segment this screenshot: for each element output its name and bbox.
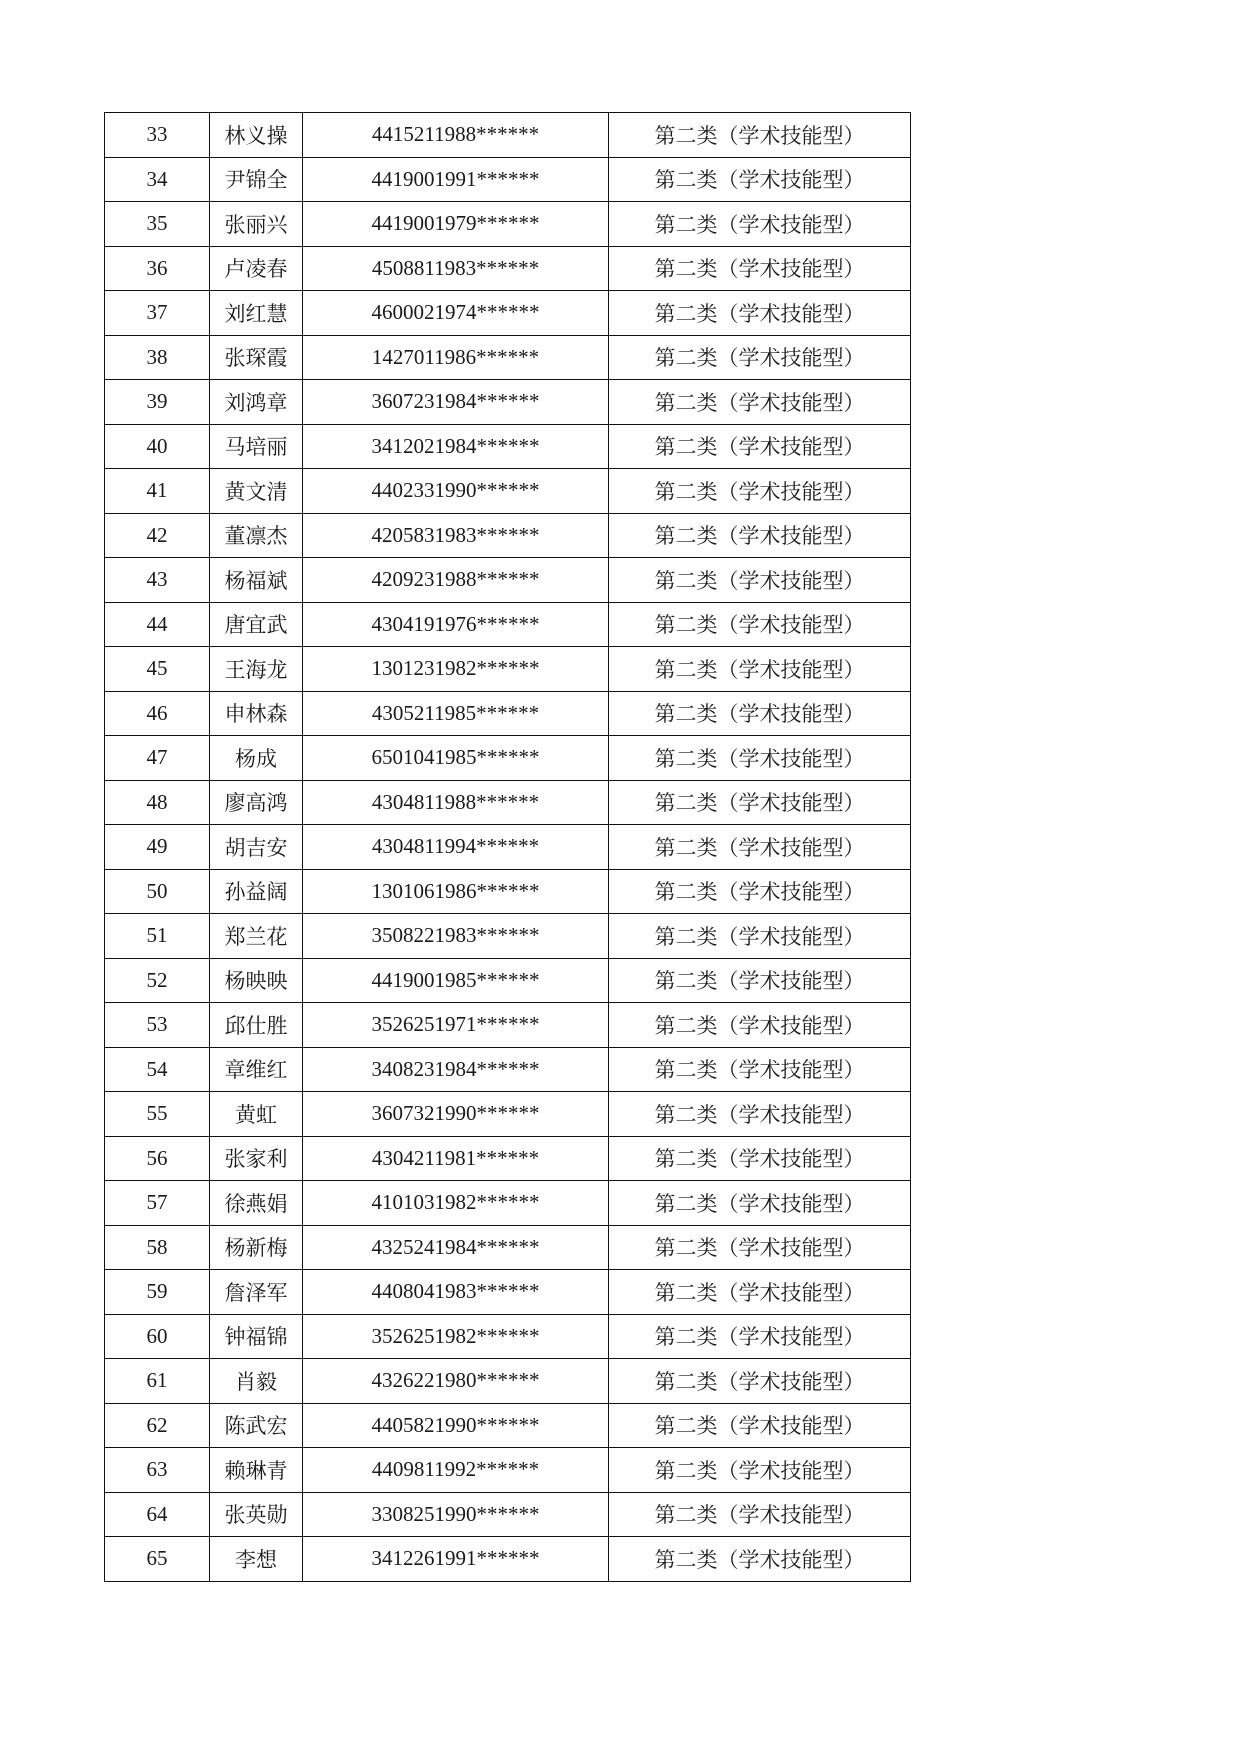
category-cell: 第二类（学术技能型） <box>609 1225 911 1270</box>
id-number-cell: 4408041983****** <box>303 1270 609 1315</box>
row-number-cell: 58 <box>105 1225 210 1270</box>
category-cell: 第二类（学术技能型） <box>609 1448 911 1493</box>
row-number-cell: 40 <box>105 424 210 469</box>
name-cell: 董凛杰 <box>210 513 303 558</box>
table-row <box>105 1092 911 1137</box>
name-cell: 李想 <box>210 1537 303 1582</box>
category-cell: 第二类（学术技能型） <box>609 1492 911 1537</box>
category-cell: 第二类（学术技能型） <box>609 691 911 736</box>
category-cell: 第二类（学术技能型） <box>609 113 911 158</box>
id-number-cell: 3308251990****** <box>303 1492 609 1537</box>
row-number-cell: 35 <box>105 202 210 247</box>
table-row <box>105 202 911 247</box>
name-cell: 孙益阔 <box>210 869 303 914</box>
name-cell: 马培丽 <box>210 424 303 469</box>
row-number-cell: 57 <box>105 1181 210 1226</box>
table-row <box>105 424 911 469</box>
category-cell: 第二类（学术技能型） <box>609 914 911 959</box>
name-cell: 肖毅 <box>210 1359 303 1404</box>
name-cell: 杨成 <box>210 736 303 781</box>
category-cell: 第二类（学术技能型） <box>609 1314 911 1359</box>
category-cell: 第二类（学术技能型） <box>609 958 911 1003</box>
id-number-cell: 4405821990****** <box>303 1403 609 1448</box>
category-cell: 第二类（学术技能型） <box>609 469 911 514</box>
id-number-cell: 4325241984****** <box>303 1225 609 1270</box>
category-cell: 第二类（学术技能型） <box>609 424 911 469</box>
roster-table-body <box>105 113 911 1582</box>
table-row <box>105 780 911 825</box>
row-number-cell: 65 <box>105 1537 210 1582</box>
id-number-cell: 4326221980****** <box>303 1359 609 1404</box>
name-cell: 杨福斌 <box>210 558 303 603</box>
table-row <box>105 469 911 514</box>
id-number-cell: 3412021984****** <box>303 424 609 469</box>
id-number-cell: 1427011986****** <box>303 335 609 380</box>
row-number-cell: 37 <box>105 291 210 336</box>
table-row <box>105 1448 911 1493</box>
table-row <box>105 1359 911 1404</box>
id-number-cell: 4600021974****** <box>303 291 609 336</box>
name-cell: 张琛霞 <box>210 335 303 380</box>
row-number-cell: 63 <box>105 1448 210 1493</box>
category-cell: 第二类（学术技能型） <box>609 157 911 202</box>
name-cell: 章维红 <box>210 1047 303 1092</box>
table-row <box>105 914 911 959</box>
row-number-cell: 54 <box>105 1047 210 1092</box>
table-row <box>105 1181 911 1226</box>
id-number-cell: 4419001985****** <box>303 958 609 1003</box>
name-cell: 钟福锦 <box>210 1314 303 1359</box>
table-row <box>105 647 911 692</box>
table-row <box>105 1047 911 1092</box>
category-cell: 第二类（学术技能型） <box>609 1092 911 1137</box>
row-number-cell: 46 <box>105 691 210 736</box>
category-cell: 第二类（学术技能型） <box>609 558 911 603</box>
table-row <box>105 736 911 781</box>
table-row <box>105 1537 911 1582</box>
table-row <box>105 291 911 336</box>
row-number-cell: 52 <box>105 958 210 1003</box>
id-number-cell: 4304191976****** <box>303 602 609 647</box>
name-cell: 刘红慧 <box>210 291 303 336</box>
category-cell: 第二类（学术技能型） <box>609 602 911 647</box>
row-number-cell: 56 <box>105 1136 210 1181</box>
name-cell: 黄文清 <box>210 469 303 514</box>
row-number-cell: 44 <box>105 602 210 647</box>
table-row <box>105 380 911 425</box>
id-number-cell: 4305211985****** <box>303 691 609 736</box>
table-row <box>105 1403 911 1448</box>
roster-table <box>104 112 911 1582</box>
table-row <box>105 602 911 647</box>
table-row <box>105 113 911 158</box>
id-number-cell: 1301061986****** <box>303 869 609 914</box>
table-row <box>105 825 911 870</box>
table-row <box>105 1270 911 1315</box>
id-number-cell: 4304811988****** <box>303 780 609 825</box>
category-cell: 第二类（学术技能型） <box>609 647 911 692</box>
row-number-cell: 43 <box>105 558 210 603</box>
row-number-cell: 48 <box>105 780 210 825</box>
row-number-cell: 47 <box>105 736 210 781</box>
table-row <box>105 157 911 202</box>
id-number-cell: 4101031982****** <box>303 1181 609 1226</box>
id-number-cell: 4415211988****** <box>303 113 609 158</box>
category-cell: 第二类（学术技能型） <box>609 335 911 380</box>
category-cell: 第二类（学术技能型） <box>609 246 911 291</box>
row-number-cell: 36 <box>105 246 210 291</box>
id-number-cell: 4402331990****** <box>303 469 609 514</box>
name-cell: 林义操 <box>210 113 303 158</box>
name-cell: 赖琳青 <box>210 1448 303 1493</box>
name-cell: 王海龙 <box>210 647 303 692</box>
name-cell: 唐宜武 <box>210 602 303 647</box>
category-cell: 第二类（学术技能型） <box>609 1537 911 1582</box>
category-cell: 第二类（学术技能型） <box>609 1136 911 1181</box>
row-number-cell: 60 <box>105 1314 210 1359</box>
row-number-cell: 33 <box>105 113 210 158</box>
id-number-cell: 4209231988****** <box>303 558 609 603</box>
row-number-cell: 55 <box>105 1092 210 1137</box>
category-cell: 第二类（学术技能型） <box>609 202 911 247</box>
row-number-cell: 38 <box>105 335 210 380</box>
row-number-cell: 64 <box>105 1492 210 1537</box>
category-cell: 第二类（学术技能型） <box>609 825 911 870</box>
id-number-cell: 4304211981****** <box>303 1136 609 1181</box>
row-number-cell: 49 <box>105 825 210 870</box>
table-row <box>105 958 911 1003</box>
name-cell: 廖高鸿 <box>210 780 303 825</box>
name-cell: 詹泽军 <box>210 1270 303 1315</box>
category-cell: 第二类（学术技能型） <box>609 380 911 425</box>
category-cell: 第二类（学术技能型） <box>609 1270 911 1315</box>
name-cell: 刘鸿章 <box>210 380 303 425</box>
category-cell: 第二类（学术技能型） <box>609 1359 911 1404</box>
name-cell: 陈武宏 <box>210 1403 303 1448</box>
id-number-cell: 3412261991****** <box>303 1537 609 1582</box>
id-number-cell: 4419001991****** <box>303 157 609 202</box>
name-cell: 郑兰花 <box>210 914 303 959</box>
table-row <box>105 1225 911 1270</box>
category-cell: 第二类（学术技能型） <box>609 1181 911 1226</box>
id-number-cell: 4508811983****** <box>303 246 609 291</box>
table-row <box>105 513 911 558</box>
name-cell: 卢凌春 <box>210 246 303 291</box>
row-number-cell: 53 <box>105 1003 210 1048</box>
table-row <box>105 335 911 380</box>
id-number-cell: 4304811994****** <box>303 825 609 870</box>
table-row <box>105 1314 911 1359</box>
row-number-cell: 61 <box>105 1359 210 1404</box>
row-number-cell: 41 <box>105 469 210 514</box>
id-number-cell: 3607231984****** <box>303 380 609 425</box>
category-cell: 第二类（学术技能型） <box>609 1003 911 1048</box>
row-number-cell: 51 <box>105 914 210 959</box>
category-cell: 第二类（学术技能型） <box>609 780 911 825</box>
name-cell: 张丽兴 <box>210 202 303 247</box>
category-cell: 第二类（学术技能型） <box>609 736 911 781</box>
id-number-cell: 1301231982****** <box>303 647 609 692</box>
name-cell: 杨映映 <box>210 958 303 1003</box>
id-number-cell: 4419001979****** <box>303 202 609 247</box>
row-number-cell: 45 <box>105 647 210 692</box>
table-row <box>105 869 911 914</box>
category-cell: 第二类（学术技能型） <box>609 291 911 336</box>
id-number-cell: 3526251982****** <box>303 1314 609 1359</box>
id-number-cell: 3526251971****** <box>303 1003 609 1048</box>
row-number-cell: 34 <box>105 157 210 202</box>
category-cell: 第二类（学术技能型） <box>609 869 911 914</box>
name-cell: 尹锦全 <box>210 157 303 202</box>
table-row <box>105 1136 911 1181</box>
name-cell: 邱仕胜 <box>210 1003 303 1048</box>
name-cell: 申林森 <box>210 691 303 736</box>
name-cell: 胡吉安 <box>210 825 303 870</box>
id-number-cell: 4205831983****** <box>303 513 609 558</box>
table-row <box>105 246 911 291</box>
id-number-cell: 4409811992****** <box>303 1448 609 1493</box>
name-cell: 张英勋 <box>210 1492 303 1537</box>
category-cell: 第二类（学术技能型） <box>609 1047 911 1092</box>
id-number-cell: 3408231984****** <box>303 1047 609 1092</box>
name-cell: 张家利 <box>210 1136 303 1181</box>
id-number-cell: 3607321990****** <box>303 1092 609 1137</box>
name-cell: 徐燕娟 <box>210 1181 303 1226</box>
table-row <box>105 1003 911 1048</box>
name-cell: 黄虹 <box>210 1092 303 1137</box>
name-cell: 杨新梅 <box>210 1225 303 1270</box>
row-number-cell: 39 <box>105 380 210 425</box>
row-number-cell: 59 <box>105 1270 210 1315</box>
row-number-cell: 50 <box>105 869 210 914</box>
id-number-cell: 3508221983****** <box>303 914 609 959</box>
table-row <box>105 1492 911 1537</box>
category-cell: 第二类（学术技能型） <box>609 1403 911 1448</box>
table-row <box>105 558 911 603</box>
id-number-cell: 6501041985****** <box>303 736 609 781</box>
row-number-cell: 42 <box>105 513 210 558</box>
table-row <box>105 691 911 736</box>
row-number-cell: 62 <box>105 1403 210 1448</box>
category-cell: 第二类（学术技能型） <box>609 513 911 558</box>
